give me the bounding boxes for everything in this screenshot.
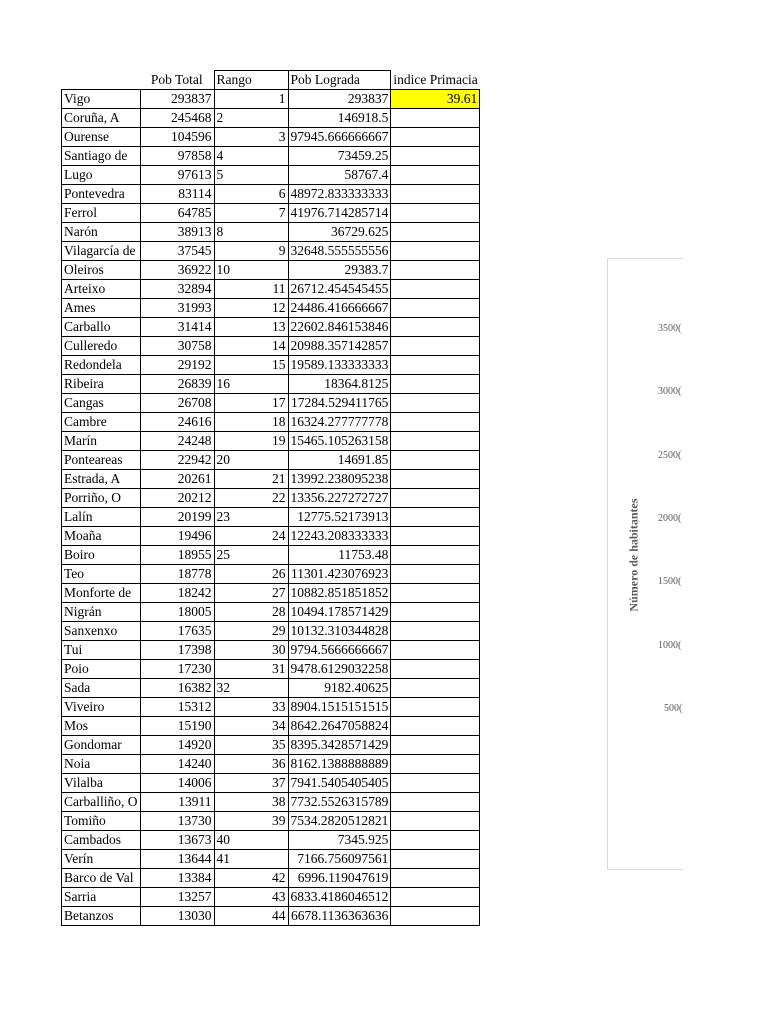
cell-indice-primacia[interactable] — [391, 318, 480, 337]
cell-pob-total[interactable]: 26708 — [140, 394, 214, 413]
cell-rango[interactable]: 24 — [214, 527, 288, 546]
table-row — [62, 470, 480, 489]
cell-municipio[interactable]: Oleiros — [62, 261, 141, 280]
cell-pob-total[interactable]: 20261 — [140, 470, 214, 489]
cell-pob-lograda[interactable]: 19589.133333333 — [288, 356, 391, 375]
cell-rango[interactable]: 39 — [214, 812, 288, 831]
table-row — [62, 394, 480, 413]
cell-indice-primacia[interactable] — [391, 641, 480, 660]
cell-pob-total[interactable]: 14006 — [140, 774, 214, 793]
cell-pob-total[interactable]: 18778 — [140, 565, 214, 584]
cell-rango[interactable]: 42 — [214, 869, 288, 888]
cell-pob-lograda[interactable]: 13356.227272727 — [288, 489, 391, 508]
cell-pob-total[interactable]: 13730 — [140, 812, 214, 831]
cell-municipio[interactable]: Lugo — [62, 166, 141, 185]
chart-y-tick: 2500( — [658, 450, 682, 461]
cell-rango[interactable]: 29 — [214, 622, 288, 641]
cell-rango[interactable]: 37 — [214, 774, 288, 793]
table-row — [62, 698, 480, 717]
header-row — [62, 71, 480, 90]
cell-municipio[interactable]: Ribeira — [62, 375, 141, 394]
table-row — [62, 508, 480, 527]
cell-indice-primacia[interactable] — [391, 698, 480, 717]
cell-municipio[interactable]: Vilalba — [62, 774, 141, 793]
table-row — [62, 432, 480, 451]
table-row — [62, 660, 480, 679]
table-row — [62, 907, 480, 926]
table-row — [62, 755, 480, 774]
chart-y-tick: 1000( — [658, 640, 682, 651]
cell-pob-lograda[interactable]: 8162.1388888889 — [288, 755, 391, 774]
cell-municipio[interactable]: Cambados — [62, 831, 141, 850]
cell-pob-total[interactable]: 13911 — [140, 793, 214, 812]
cell-pob-total[interactable]: 14240 — [140, 755, 214, 774]
cell-pob-total[interactable]: 13257 — [140, 888, 214, 907]
table-row — [62, 166, 480, 185]
cell-rango[interactable]: 43 — [214, 888, 288, 907]
cell-rango[interactable]: 20 — [214, 451, 288, 470]
cell-municipio[interactable]: Gondomar — [62, 736, 141, 755]
cell-rango[interactable]: 40 — [214, 831, 288, 850]
cell-pob-lograda[interactable]: 36729.625 — [288, 223, 391, 242]
cell-pob-lograda[interactable]: 7166.756097561 — [288, 850, 391, 869]
cell-municipio[interactable]: Lalín — [62, 508, 141, 527]
cell-indice-primacia[interactable] — [391, 413, 480, 432]
table-row — [62, 128, 480, 147]
cell-indice-primacia[interactable] — [391, 299, 480, 318]
cell-municipio[interactable]: Culleredo — [62, 337, 141, 356]
cell-municipio[interactable]: Ponteareas — [62, 451, 141, 470]
header-pob-total[interactable]: Pob Total — [150, 71, 203, 87]
cell-pob-lograda[interactable]: 13992.238095238 — [288, 470, 391, 489]
table-row — [62, 622, 480, 641]
cell-pob-lograda[interactable]: 7732.5526315789 — [288, 793, 391, 812]
cell-municipio[interactable]: Cangas — [62, 394, 141, 413]
cell-municipio[interactable]: Ourense — [62, 128, 141, 147]
cell-indice-primacia[interactable] — [391, 223, 480, 242]
table-row — [62, 242, 480, 261]
cell-pob-lograda[interactable]: 8642.2647058824 — [288, 717, 391, 736]
cell-rango[interactable]: 16 — [214, 375, 288, 394]
table-row — [62, 812, 480, 831]
cell-pob-lograda[interactable]: 7941.5405405405 — [288, 774, 391, 793]
cell-pob-lograda[interactable]: 24486.416666667 — [288, 299, 391, 318]
cell-rango[interactable]: 21 — [214, 470, 288, 489]
cell-indice-primacia[interactable] — [391, 375, 480, 394]
table-row — [62, 318, 480, 337]
table-row — [62, 546, 480, 565]
sheet-body — [62, 71, 480, 926]
table-row — [62, 489, 480, 508]
table-row — [62, 147, 480, 166]
cell-pob-total[interactable]: 16382 — [140, 679, 214, 698]
cell-indice-primacia[interactable] — [391, 470, 480, 489]
cell-pob-lograda[interactable]: 10882.851851852 — [288, 584, 391, 603]
table-row — [62, 774, 480, 793]
cell-pob-lograda[interactable]: 11753.48 — [288, 546, 391, 565]
table-row — [62, 356, 480, 375]
cell-indice-primacia[interactable] — [391, 869, 480, 888]
cell-indice-primacia[interactable] — [391, 394, 480, 413]
cell-municipio[interactable]: Mos — [62, 717, 141, 736]
cell-pob-total[interactable]: 31414 — [140, 318, 214, 337]
cell-pob-lograda[interactable]: 58767.4 — [288, 166, 391, 185]
table-row — [62, 850, 480, 869]
cell-pob-lograda[interactable]: 48972.833333333 — [288, 185, 391, 204]
cell-municipio[interactable]: Cambre — [62, 413, 141, 432]
cell-pob-lograda[interactable]: 6833.4186046512 — [288, 888, 391, 907]
cell-pob-total[interactable]: 83114 — [140, 185, 214, 204]
chart-y-tick: 500( — [664, 703, 683, 714]
table-row — [62, 641, 480, 660]
table-row — [62, 261, 480, 280]
cell-indice-primacia[interactable] — [391, 508, 480, 527]
table-row — [62, 451, 480, 470]
table-row — [62, 717, 480, 736]
cell-municipio[interactable]: Viveiro — [62, 698, 141, 717]
table-row — [62, 584, 480, 603]
cell-rango[interactable]: 23 — [214, 508, 288, 527]
cell-rango[interactable]: 41 — [214, 850, 288, 869]
chart-plot-area[interactable] — [607, 258, 688, 870]
cell-pob-lograda[interactable]: 32648.555555556 — [288, 242, 391, 261]
cell-indice-primacia[interactable] — [391, 128, 480, 147]
cell-indice-primacia[interactable] — [391, 793, 480, 812]
cell-indice-primacia[interactable] — [391, 850, 480, 869]
cell-municipio[interactable]: Sarria — [62, 888, 141, 907]
cell-municipio[interactable]: Sanxenxo — [62, 622, 141, 641]
table-row — [62, 603, 480, 622]
cell-indice-primacia[interactable] — [391, 774, 480, 793]
cell-municipio[interactable]: Betanzos — [62, 907, 141, 926]
cell-municipio[interactable]: Barco de Val — [62, 869, 141, 888]
cell-rango[interactable]: 10 — [214, 261, 288, 280]
cell-municipio[interactable]: Estrada, A — [62, 470, 141, 489]
cell-pob-total[interactable]: 18005 — [140, 603, 214, 622]
cell-indice-primacia[interactable] — [391, 185, 480, 204]
cell-rango[interactable]: 35 — [214, 736, 288, 755]
cell-pob-total[interactable]: 13673 — [140, 831, 214, 850]
cell-rango[interactable]: 11 — [214, 280, 288, 299]
cell-pob-lograda[interactable]: 14691.85 — [288, 451, 391, 470]
cell-rango[interactable]: 38 — [214, 793, 288, 812]
cell-indice-primacia[interactable] — [391, 109, 480, 128]
cell-pob-total[interactable]: 24616 — [140, 413, 214, 432]
cell-municipio[interactable]: Poio — [62, 660, 141, 679]
chart-y-tick: 3000( — [658, 386, 682, 397]
cell-pob-total[interactable]: 18955 — [140, 546, 214, 565]
cell-municipio[interactable]: Sada — [62, 679, 141, 698]
cell-pob-lograda[interactable]: 7345.925 — [288, 831, 391, 850]
cell-municipio[interactable]: Tui — [62, 641, 141, 660]
cell-indice-primacia[interactable] — [391, 147, 480, 166]
table-row — [62, 204, 480, 223]
cell-rango[interactable]: 5 — [214, 166, 288, 185]
table-row — [62, 299, 480, 318]
cell-pob-total[interactable]: 20212 — [140, 489, 214, 508]
cell-pob-lograda[interactable]: 6678.1136363636 — [288, 907, 391, 926]
cell-indice-primacia[interactable] — [391, 907, 480, 926]
cell-indice-primacia[interactable] — [391, 204, 480, 223]
cell-rango[interactable]: 12 — [214, 299, 288, 318]
cell-indice-primacia[interactable] — [391, 812, 480, 831]
cell-pob-total[interactable]: 245468 — [140, 109, 214, 128]
cell-pob-lograda[interactable]: 18364.8125 — [288, 375, 391, 394]
table-row — [62, 831, 480, 850]
cell-pob-total[interactable]: 13030 — [140, 907, 214, 926]
cell-rango[interactable]: 6 — [214, 185, 288, 204]
cell-pob-total[interactable]: 14920 — [140, 736, 214, 755]
cell-rango[interactable]: 3 — [214, 128, 288, 147]
cell-municipio[interactable]: Pontevedra — [62, 185, 141, 204]
cell-indice-primacia[interactable] — [391, 660, 480, 679]
table-row — [62, 736, 480, 755]
cell-pob-lograda[interactable]: 29383.7 — [288, 261, 391, 280]
cell-pob-total[interactable]: 29192 — [140, 356, 214, 375]
cell-municipio[interactable]: Carballiño, O — [62, 793, 141, 812]
cell-municipio[interactable]: Redondela — [62, 356, 141, 375]
header-indice-primacia[interactable]: indice Primacia — [393, 71, 478, 87]
cell-pob-total[interactable]: 30758 — [140, 337, 214, 356]
cell-indice-primacia[interactable] — [391, 565, 480, 584]
chart-y-tick: 1500( — [658, 576, 682, 587]
cell-municipio[interactable]: Verín — [62, 850, 141, 869]
table-row — [62, 375, 480, 394]
cell-pob-total[interactable]: 293837 — [140, 90, 214, 109]
table-row — [62, 888, 480, 907]
cell-indice-primacia[interactable] — [391, 432, 480, 451]
cell-pob-total[interactable]: 17398 — [140, 641, 214, 660]
cell-indice-primacia[interactable] — [391, 831, 480, 850]
cell-pob-total[interactable]: 32894 — [140, 280, 214, 299]
cell-municipio[interactable]: Porriño, O — [62, 489, 141, 508]
chart-y-axis-label: Número de habitantes — [626, 498, 641, 612]
cell-municipio[interactable]: Ames — [62, 299, 141, 318]
cell-pob-total[interactable]: 18242 — [140, 584, 214, 603]
cell-rango[interactable]: 27 — [214, 584, 288, 603]
table-row — [62, 90, 480, 109]
cell-rango[interactable]: 13 — [214, 318, 288, 337]
cell-indice-primacia[interactable] — [391, 717, 480, 736]
cell-pob-lograda[interactable]: 10494.178571429 — [288, 603, 391, 622]
cell-municipio[interactable]: Narón — [62, 223, 141, 242]
chart-y-tick: 2000( — [658, 513, 682, 524]
cell-pob-lograda[interactable]: 8395.3428571429 — [288, 736, 391, 755]
cell-rango[interactable]: 44 — [214, 907, 288, 926]
cell-rango[interactable]: 30 — [214, 641, 288, 660]
table-row — [62, 527, 480, 546]
cell-pob-total[interactable]: 22942 — [140, 451, 214, 470]
cell-rango[interactable]: 34 — [214, 717, 288, 736]
cell-municipio[interactable]: Vilagarcía de — [62, 242, 141, 261]
cell-pob-total[interactable]: 15190 — [140, 717, 214, 736]
cell-pob-lograda[interactable]: 73459.25 — [288, 147, 391, 166]
table-row — [62, 565, 480, 584]
cell-pob-total[interactable]: 36922 — [140, 261, 214, 280]
cell-rango[interactable]: 2 — [214, 109, 288, 128]
cell-pob-lograda[interactable]: 11301.423076923 — [288, 565, 391, 584]
table-row — [62, 280, 480, 299]
cell-municipio[interactable]: Monforte de — [62, 584, 141, 603]
cell-rango[interactable]: 19 — [214, 432, 288, 451]
cell-pob-lograda[interactable]: 8904.1515151515 — [288, 698, 391, 717]
cell-municipio[interactable]: Marín — [62, 432, 141, 451]
cell-indice-primacia[interactable] — [391, 261, 480, 280]
cell-pob-total[interactable]: 97613 — [140, 166, 214, 185]
chart-y-tick: 3500( — [658, 323, 682, 334]
cell-pob-lograda[interactable]: 97945.666666667 — [288, 128, 391, 147]
cell-municipio[interactable]: Santiago de — [62, 147, 141, 166]
cell-municipio[interactable]: Coruña, A — [62, 109, 141, 128]
cell-indice-primacia[interactable] — [391, 546, 480, 565]
cell-municipio[interactable]: Vigo — [62, 90, 141, 109]
cell-pob-total[interactable]: 26839 — [140, 375, 214, 394]
table-row — [62, 413, 480, 432]
cell-indice-primacia[interactable] — [391, 489, 480, 508]
table-row — [62, 109, 480, 128]
cell-pob-total[interactable]: 15312 — [140, 698, 214, 717]
cell-pob-lograda[interactable]: 15465.105263158 — [288, 432, 391, 451]
cell-indice-primacia[interactable] — [391, 755, 480, 774]
header-cell-empty[interactable] — [62, 71, 141, 90]
cell-indice-primacia[interactable] — [391, 584, 480, 603]
cell-pob-lograda[interactable]: 7534.2820512821 — [288, 812, 391, 831]
cell-pob-lograda[interactable]: 12775.52173913 — [288, 508, 391, 527]
table-row — [62, 223, 480, 242]
cell-indice-primacia[interactable] — [391, 622, 480, 641]
cell-municipio[interactable]: Moaña — [62, 527, 141, 546]
cell-municipio[interactable]: Teo — [62, 565, 141, 584]
cell-rango[interactable]: 17 — [214, 394, 288, 413]
cell-rango[interactable]: 1 — [214, 90, 288, 109]
cell-indice-primacia[interactable]: 39.61 — [391, 90, 480, 109]
cell-indice-primacia[interactable] — [391, 451, 480, 470]
cell-rango[interactable]: 4 — [214, 147, 288, 166]
cell-pob-total[interactable]: 97858 — [140, 147, 214, 166]
cell-rango[interactable]: 18 — [214, 413, 288, 432]
cell-rango[interactable]: 9 — [214, 242, 288, 261]
table-row — [62, 185, 480, 204]
cell-pob-total[interactable]: 17635 — [140, 622, 214, 641]
cell-pob-lograda[interactable]: 293837 — [288, 90, 391, 109]
cell-pob-lograda[interactable]: 22602.846153846 — [288, 318, 391, 337]
cell-municipio[interactable]: Carballo — [62, 318, 141, 337]
header-rango[interactable]: Rango — [214, 71, 288, 90]
table-row — [62, 337, 480, 356]
cell-indice-primacia[interactable] — [391, 337, 480, 356]
cell-rango[interactable]: 22 — [214, 489, 288, 508]
cell-rango[interactable]: 26 — [214, 565, 288, 584]
cell-rango[interactable]: 32 — [214, 679, 288, 698]
cell-rango[interactable]: 31 — [214, 660, 288, 679]
cell-pob-total[interactable]: 13644 — [140, 850, 214, 869]
cell-pob-total[interactable]: 104596 — [140, 128, 214, 147]
cell-pob-lograda[interactable]: 16324.277777778 — [288, 413, 391, 432]
cell-pob-lograda[interactable]: 10132.310344828 — [288, 622, 391, 641]
page-edge — [683, 0, 768, 1024]
cell-pob-total[interactable]: 13384 — [140, 869, 214, 888]
cell-pob-total[interactable]: 64785 — [140, 204, 214, 223]
cell-pob-lograda[interactable]: 9478.6129032258 — [288, 660, 391, 679]
header-pob-lograda[interactable]: Pob Lograda — [288, 71, 391, 90]
cell-rango[interactable]: 15 — [214, 356, 288, 375]
cell-pob-lograda[interactable]: 17284.529411765 — [288, 394, 391, 413]
cell-municipio[interactable]: Noia — [62, 755, 141, 774]
cell-pob-lograda[interactable]: 41976.714285714 — [288, 204, 391, 223]
cell-pob-lograda[interactable]: 26712.454545455 — [288, 280, 391, 299]
cell-rango[interactable]: 36 — [214, 755, 288, 774]
table-row — [62, 679, 480, 698]
cell-rango[interactable]: 33 — [214, 698, 288, 717]
cell-pob-total[interactable]: 31993 — [140, 299, 214, 318]
cell-pob-total[interactable]: 17230 — [140, 660, 214, 679]
cell-indice-primacia[interactable] — [391, 527, 480, 546]
cell-rango[interactable]: 8 — [214, 223, 288, 242]
cell-pob-total[interactable]: 20199 — [140, 508, 214, 527]
cell-pob-lograda[interactable]: 146918.5 — [288, 109, 391, 128]
table-row — [62, 793, 480, 812]
cell-pob-total[interactable]: 38913 — [140, 223, 214, 242]
cell-municipio[interactable]: Nigrán — [62, 603, 141, 622]
cell-indice-primacia[interactable] — [391, 736, 480, 755]
spreadsheet-table — [61, 70, 480, 926]
cell-rango[interactable]: 7 — [214, 204, 288, 223]
cell-pob-total[interactable]: 24248 — [140, 432, 214, 451]
cell-pob-lograda[interactable]: 9794.5666666667 — [288, 641, 391, 660]
cell-pob-lograda[interactable]: 6996.119047619 — [288, 869, 391, 888]
cell-municipio[interactable]: Boiro — [62, 546, 141, 565]
cell-indice-primacia[interactable] — [391, 166, 480, 185]
cell-rango[interactable]: 28 — [214, 603, 288, 622]
cell-rango[interactable]: 14 — [214, 337, 288, 356]
table-row — [62, 869, 480, 888]
cell-rango[interactable]: 25 — [214, 546, 288, 565]
cell-pob-lograda[interactable]: 12243.208333333 — [288, 527, 391, 546]
cell-municipio[interactable]: Ferrol — [62, 204, 141, 223]
cell-municipio[interactable]: Arteixo — [62, 280, 141, 299]
cell-indice-primacia[interactable] — [391, 888, 480, 907]
cell-indice-primacia[interactable] — [391, 356, 480, 375]
cell-indice-primacia[interactable] — [391, 280, 480, 299]
cell-indice-primacia[interactable] — [391, 242, 480, 261]
cell-pob-total[interactable]: 19496 — [140, 527, 214, 546]
cell-municipio[interactable]: Tomiño — [62, 812, 141, 831]
cell-indice-primacia[interactable] — [391, 603, 480, 622]
cell-pob-lograda[interactable]: 9182.40625 — [288, 679, 391, 698]
cell-pob-lograda[interactable]: 20988.357142857 — [288, 337, 391, 356]
cell-indice-primacia[interactable] — [391, 679, 480, 698]
cell-pob-total[interactable]: 37545 — [140, 242, 214, 261]
